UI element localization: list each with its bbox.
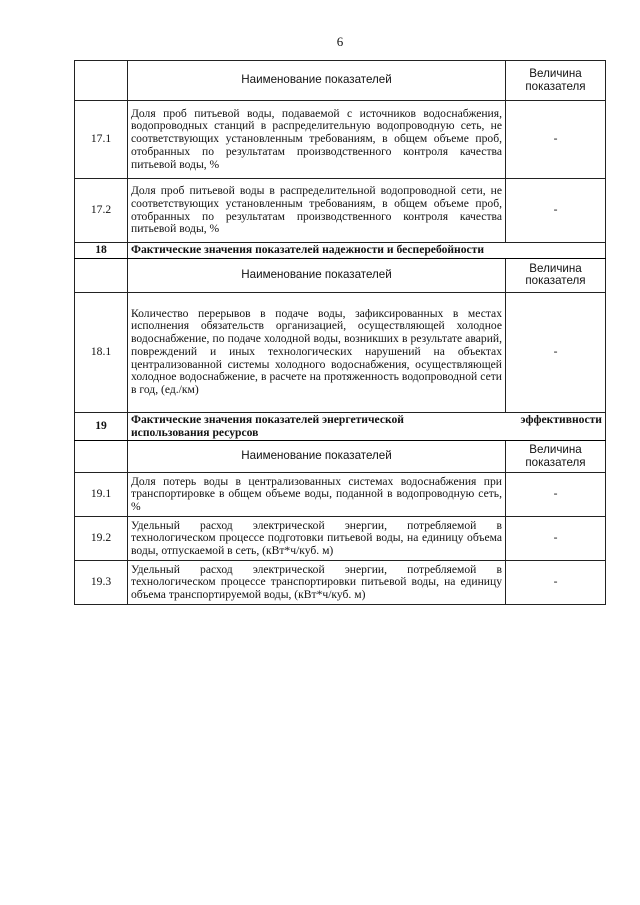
section-title	[128, 412, 606, 441]
table-header-row	[75, 61, 606, 101]
table-row	[75, 179, 606, 243]
row-name: Доля проб питьевой воды в распределительной водопроводной сети, не соответствующих установленным требованиям, в общем объеме проб, отобранных по результатам производственного контроля качества питьевой воды, %	[128, 179, 506, 243]
row-num: 17.2	[75, 179, 128, 243]
section-title-line1: Фактические значения показателей энергетической	[131, 412, 404, 426]
table-row	[75, 292, 606, 412]
section-title: Фактические значения показателей надежности и бесперебойности	[128, 243, 606, 259]
row-name: Удельный расход электрической энергии, потребляемой в технологическом процессе транспортировки питьевой воды, на единицу объема транспортируемой воды, (кВт*ч/куб. м)	[128, 561, 506, 605]
section-row-18	[75, 243, 606, 259]
header-value-cell: Величина показателя	[506, 441, 606, 473]
section-title-line1-end: эффективности	[520, 412, 602, 426]
section-num: 18	[75, 243, 128, 259]
table-header-row	[75, 441, 606, 473]
header-num-cell	[75, 61, 128, 101]
header-name-cell: Наименование показателей	[128, 258, 506, 292]
header-name-cell: Наименование показателей	[128, 61, 506, 101]
row-value: -	[506, 561, 606, 605]
table-header-row	[75, 258, 606, 292]
table-row	[75, 473, 606, 517]
indicators-table	[74, 60, 606, 605]
header-name-cell: Наименование показателей	[128, 441, 506, 473]
row-num: 19.2	[75, 517, 128, 561]
row-value: -	[506, 517, 606, 561]
row-name: Удельный расход электрической энергии, потребляемой в технологическом процессе подготовки питьевой воды, на единицу объема воды, отпускаемой в сеть, (кВт*ч/куб. м)	[128, 517, 506, 561]
table-row	[75, 101, 606, 179]
row-name: Доля проб питьевой воды, подаваемой с источников водоснабжения, водопроводных станций в распределительную водопроводную сеть, не соответствующих установленным требованиям, в общем объеме проб, отобранных по результатам производственного контроля качества питьевой воды, %	[128, 101, 506, 179]
row-num: 19.3	[75, 561, 128, 605]
table-row	[75, 517, 606, 561]
header-value-cell: Величина показателя	[506, 258, 606, 292]
row-value: -	[506, 473, 606, 517]
row-num: 17.1	[75, 101, 128, 179]
row-name: Количество перерывов в подаче воды, зафиксированных в местах исполнения обязательств организацией, осуществляющей холодное водоснабжение, по подаче холодной воды, возникших в результате аварий, повреждений и иных технологических нарушений на объектах централизованной системы холодного водоснабжения, осуществляющей холодное водоснабжение, в расчете на протяженность водопроводной сети в год, (ед./км)	[128, 292, 506, 412]
row-name: Доля потерь воды в централизованных системах водоснабжения при транспортировке в общем объеме воды, поданной в водопроводную сеть, %	[128, 473, 506, 517]
row-num: 19.1	[75, 473, 128, 517]
row-value: -	[506, 292, 606, 412]
section-row-19	[75, 412, 606, 441]
row-value: -	[506, 101, 606, 179]
table-row	[75, 561, 606, 605]
section-num: 19	[75, 412, 128, 441]
header-num-cell	[75, 441, 128, 473]
row-num: 18.1	[75, 292, 128, 412]
header-value-cell: Величина показателя	[506, 61, 606, 101]
row-value: -	[506, 179, 606, 243]
page-number: 6	[336, 34, 344, 49]
header-num-cell	[75, 258, 128, 292]
section-title-line2: использования ресурсов	[131, 425, 259, 439]
